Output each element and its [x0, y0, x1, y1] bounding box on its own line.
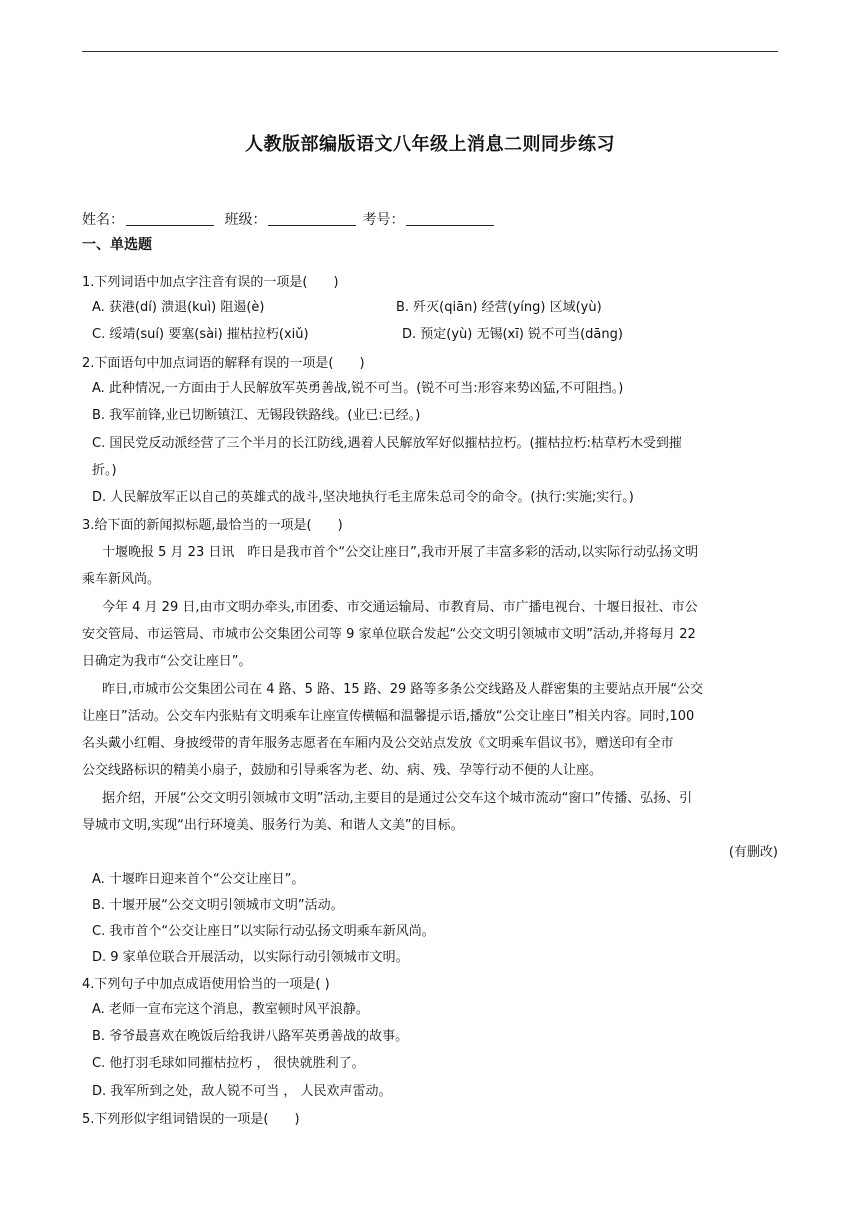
question-3-option-d: D. 9 家单位联合开展活动，以实际行动引领城市文明。 — [92, 950, 409, 965]
question-3-option-c: C. 我市首个“公交让座日”以实际行动弘扬文明乘车新风尚。 — [92, 924, 435, 939]
name-label: 姓名： — [82, 212, 124, 228]
question-2-option-c-continued: 折。) — [92, 463, 117, 478]
question-1-option-a: A. 获港(dí) 溃退(kuì) 阻遏(è) — [92, 300, 265, 315]
question-4-option-a: A. 老师一宣布完这个消息，教室顿时风平浪静。 — [92, 1002, 369, 1017]
passage-source-note: (有删改) — [728, 845, 778, 860]
passage-paragraph-3-line-3: 名头戴小红帽、身披绶带的青年服务志愿者在车厢内及公交站点发放《文明乘车倡议书》，赠送印有全市 — [82, 736, 674, 751]
page-title: 人教版部编版语文八年级上消息二则同步练习 — [245, 134, 615, 155]
passage-paragraph-2: 今年 4 月 29 日,由市文明办牵头,市团委、市交通运输局、市教育局、市广播电视台、十堰日报社、市公 — [102, 600, 698, 615]
name-blank[interactable] — [126, 211, 214, 226]
class-label: 班级： — [224, 212, 267, 228]
question-2-option-a: A. 此种情况,一方面由于人民解放军英勇善战,锐不可当。(锐不可当:形容来势凶猛,不可阻挡。) — [92, 381, 624, 396]
passage-paragraph-2-line-2: 安交管局、市运管局、市城市公交集团公司等 9 家单位联合发起“公交文明引领城市文明”活动,并将每月 22 — [82, 627, 696, 642]
passage-paragraph-1-continued: 乘车新风尚。 — [82, 572, 161, 587]
question-5-stem: 5.下列形似字组词错误的一项是( ) — [82, 1112, 300, 1127]
passage-paragraph-3: 昨日,市城市公交集团公司在 4 路、5 路、15 路、29 路等多条公交线路及人群密集的主要站点开展“公交 — [102, 682, 704, 697]
passage-paragraph-3-line-2: 让座日”活动。公交车内张贴有文明乘车让座宣传横幅和温馨提示语,播放“公交让座日”相关内容。同时,100 — [82, 709, 695, 724]
question-1-option-b: B. 歼灭(qiān) 经营(yíng) 区域(yù) — [396, 300, 602, 315]
question-2-option-c: C. 国民党反动派经营了三个半月的长江防线,遇着人民解放军好似摧枯拉朽。(摧枯拉朽:枯草朽木受到摧 — [92, 436, 682, 451]
question-1-option-d: D. 预定(yù) 无锡(xī) 锐不可当(dāng) — [402, 327, 623, 342]
passage-paragraph-4: 据介绍，开展“公交文明引领城市文明”活动,主要目的是通过公交车这个城市流动“窗口”传播、弘扬、引 — [102, 791, 693, 806]
passage-paragraph-3-line-4: 公交线路标识的精美小扇子，鼓励和引导乘客为老、幼、病、残、孕等行动不便的人让座。 — [82, 763, 603, 778]
header-rule — [82, 51, 778, 52]
passage-paragraph-4-line-2: 导城市文明,实现“出行环境美、服务行为美、和谐人文美”的目标。 — [82, 818, 464, 833]
passage-paragraph-2-line-3: 日确定为我市“公交让座日”。 — [82, 654, 252, 669]
exam-number-blank[interactable] — [406, 211, 494, 226]
exam-number-label: 考号： — [362, 212, 405, 228]
question-2-option-d: D. 人民解放军正以自己的英雄式的战斗,坚决地执行毛主席朱总司令的命令。(执行:实施;实行。) — [92, 490, 634, 505]
question-4-option-c: C. 他打羽毛球如同摧枯拉朽 ， 很快就胜利了。 — [92, 1056, 365, 1071]
question-3-stem: 3.给下面的新闻拟标题,最恰当的一项是( ) — [82, 518, 343, 533]
question-3-option-a: A. 十堰昨日迎来首个“公交让座日”。 — [92, 872, 305, 887]
question-2-stem: 2.下面语句中加点词语的解释有误的一项是( ) — [82, 356, 365, 371]
class-blank[interactable] — [268, 211, 356, 226]
question-1-option-c: C. 绥靖(suí) 要塞(sài) 摧枯拉朽(xiǔ) — [92, 327, 309, 342]
student-info-row — [82, 209, 500, 229]
passage-paragraph-1: 十堰晚报 5 月 23 日讯 昨日是我市首个“公交让座日”,我市开展了丰富多彩的活动,以实际行动弘扬文明 — [102, 545, 699, 560]
question-1-stem: 1.下列词语中加点字注音有误的一项是( ) — [82, 275, 339, 290]
question-4-option-b: B. 爷爷最喜欢在晚饭后给我讲八路军英勇善战的故事。 — [92, 1029, 409, 1044]
section-heading: 一、单选题 — [82, 237, 152, 253]
question-4-stem: 4.下列句子中加点成语使用恰当的一项是( ) — [82, 977, 330, 992]
question-4-option-d: D. 我军所到之处，敌人锐不可当 ， 人民欢声雷动。 — [92, 1084, 392, 1099]
question-3-option-b: B. 十堰开展“公交文明引领城市文明”活动。 — [92, 898, 344, 913]
question-2-option-b: B. 我军前锋,业已切断镇江、无锡段铁路线。(业已:已经。) — [92, 408, 421, 423]
